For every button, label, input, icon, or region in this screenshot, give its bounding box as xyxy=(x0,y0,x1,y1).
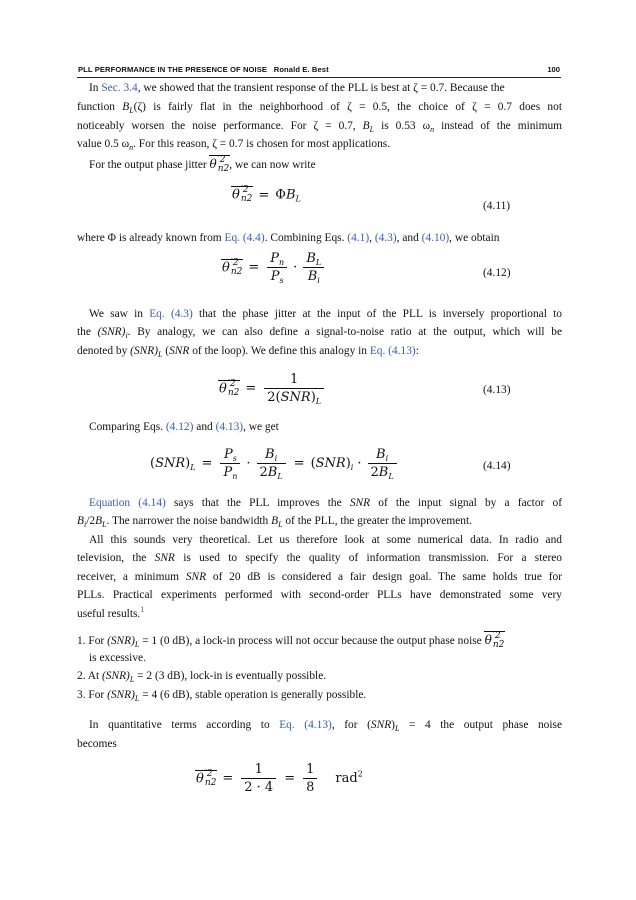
equation-number-4-14: (4.14) xyxy=(483,460,511,472)
list-item: 2. At $(SNR)_L = 2$ (3 dB), lock-in is eventually possible. xyxy=(77,670,327,684)
paragraph-8-line-2: becomes xyxy=(77,738,117,750)
paragraph-6-line-1: Equation (4.14) says that the PLL improves the SNR of the input signal by a factor of xyxy=(89,497,562,509)
paragraph-7-line-1: All this sounds very theoretical. Let us therefore look at some numerical data. In radio and xyxy=(89,534,562,546)
link-eq-4-13b[interactable]: (4.13) xyxy=(215,421,244,433)
footnote-ref-1[interactable]: 1 xyxy=(140,605,145,615)
header-title: PLL PERFORMANCE IN THE PRESENCE OF NOISE Ronald E. Best xyxy=(78,65,329,74)
equation-number-4-12: (4.12) xyxy=(483,267,511,279)
equation-4-12: θ ′2 n2 = $\frac{P_n}{P_s}$ · $\frac{B_L}{B_i}$ xyxy=(222,250,326,285)
paragraph-7-line-5: useful results.$^1$ xyxy=(77,605,145,620)
theta-inline-list: θ ′2 n2 xyxy=(484,630,505,650)
equation-4-11: θ ′2 n2 = $\Phi B_L$ xyxy=(232,185,301,204)
link-sec-3-4[interactable]: Sec. 3.4 xyxy=(101,82,138,94)
running-header xyxy=(77,61,561,78)
paragraph-7-line-2: television, the SNR is used to specify the quality of information transmission. For a stereo xyxy=(77,552,562,564)
equation-number-4-13: (4.13) xyxy=(483,384,511,396)
list-item: 3. For $(SNR)_L = 4$ (6 dB), stable operation is generally possible. xyxy=(77,689,367,703)
paragraph-4-line-3: denoted by $(SNR)_L$ (SNR of the loop). We define this analogy in Eq. (4.13): xyxy=(77,345,419,359)
link-eq-4-12[interactable]: (4.12) xyxy=(165,421,194,433)
link-equation-4-14[interactable]: Equation (4.14) xyxy=(89,497,166,509)
equation-4-13: θ ′2 n2 = $\frac{1}{2(SNR)_L}$ xyxy=(219,371,326,406)
paragraph-7-line-4: PLLs. Practical experiments performed with second-order PLLs have demonstrated some very xyxy=(77,589,562,601)
paragraph-1-line-1: In Sec. 3.4, we showed that the transient response of the PLL is best at ζ = 0.7. Because the xyxy=(89,82,505,94)
link-eq-4-13c[interactable]: Eq. (4.13) xyxy=(279,719,332,731)
link-eq-4-13[interactable]: Eq. (4.13) xyxy=(369,345,416,357)
paragraph-1-line-2: function $B_L(\zeta)$ is fairly flat in the neighborhood of ζ = 0.5, the choice of ζ = 0.7 does not xyxy=(77,101,562,115)
paragraph-3: where Φ is already known from Eq. (4.4). Combining Eqs. (4.1), (4.3), and (4.10), we obtain xyxy=(77,232,500,244)
link-eq-4-4[interactable]: Eq. (4.4) xyxy=(224,232,265,244)
paragraph-2: For the output phase jitter θ ′2 n2 , we can now write xyxy=(89,154,316,174)
paragraph-6-line-2: $B_i/2B_L$. The narrower the noise bandwidth $B_L$ of the PLL, the greater the improvement. xyxy=(77,515,472,529)
paragraph-1-line-3: noticeably worsen the noise performance. For ζ = 0.7, $B_L$ is 0.53 $\omega_n$ instead of the minimum xyxy=(77,120,563,134)
paragraph-8-line-1: In quantitative terms according to Eq. (4.13), for $(SNR)_L = 4$ the output phase noise xyxy=(89,719,562,733)
header-author: Ronald E. Best xyxy=(273,65,329,74)
equation-4-14: $(SNR)_L$ = $\frac{P_s}{P_n}$ · $\frac{B_i}{2B_L}$ = $(SNR)_i$ · $\frac{B_i}{2B_L}$ xyxy=(150,446,399,481)
link-eq-4-1[interactable]: (4.1) xyxy=(347,232,370,244)
paragraph-1-line-4: value 0.5 $\omega_n$. For this reason, ζ = 0.7 is chosen for most applications. xyxy=(77,138,391,152)
paragraph-5: Comparing Eqs. (4.12) and (4.13), we get xyxy=(89,421,279,433)
link-eq-4-3[interactable]: (4.3) xyxy=(374,232,397,244)
paragraph-4-line-2: the $(SNR)_i$. By analogy, we can also define a signal-to-noise ratio at the output, which will be xyxy=(77,326,562,340)
link-eq-4-10[interactable]: (4.10) xyxy=(421,232,450,244)
paragraph-7-line-3: receiver, a minimum SNR of 20 dB is considered a fair design goal. The same holds true for xyxy=(77,571,562,583)
theta-inline: θ ′2 n2 xyxy=(209,154,230,174)
paragraph-4-line-1: We saw in Eq. (4.3) that the phase jitter at the input of the PLL is inversely proportional to xyxy=(89,308,562,320)
page-number: 100 xyxy=(547,65,560,74)
list-item: 1. For $(SNR)_L = 1$ (0 dB), a lock-in process will not occur because the output phase noise θ ′2 n2 xyxy=(77,630,505,650)
link-eq-4-3b[interactable]: Eq. (4.3) xyxy=(149,308,193,320)
equation-final: θ ′2 n2 = $\frac{1}{2 \cdot 4}$ = $\frac{1}{8}$ rad$^2$ xyxy=(196,762,363,795)
list-item-continuation: is excessive. xyxy=(89,652,146,664)
equation-number-4-11: (4.11) xyxy=(483,200,511,212)
